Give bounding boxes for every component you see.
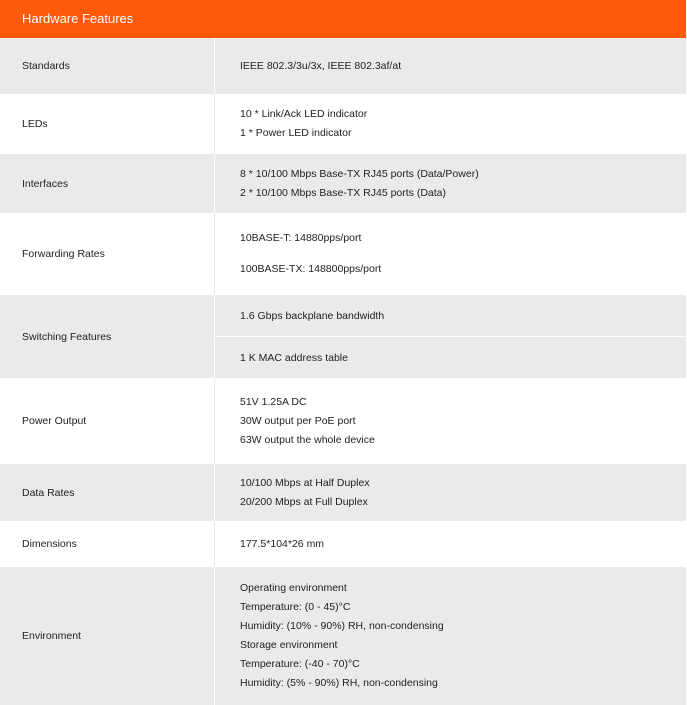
row-environment xyxy=(0,567,686,705)
row-label: Power Output xyxy=(22,415,87,427)
row-label: Data Rates xyxy=(22,486,75,499)
row-value: 100BASE-TX: 148800pps/port xyxy=(240,263,382,275)
row-value: 10BASE-T: 14880pps/port xyxy=(240,232,362,244)
row-value: Temperature: (0 - 45)°C xyxy=(240,601,351,613)
row-standards xyxy=(0,38,686,94)
row-value: Temperature: (-40 - 70)°C xyxy=(240,658,360,670)
row-switching-features xyxy=(0,295,686,378)
row-dimensions xyxy=(0,521,686,567)
row-power-output xyxy=(0,378,686,464)
row-label: Interfaces xyxy=(22,177,69,190)
table-header-title: Hardware Features xyxy=(0,0,686,38)
row-value: Humidity: (10% - 90%) RH, non-condensing xyxy=(240,620,444,632)
row-value: 1 K MAC address table xyxy=(240,351,348,364)
row-value: IEEE 802.3/3u/3x, IEEE 802.3af/at xyxy=(240,59,402,72)
row-value: 10 * Link/Ack LED indicator xyxy=(240,108,368,120)
row-value: 63W output the whole device xyxy=(240,433,375,446)
row-value: 8 * 10/100 Mbps Base-TX RJ45 ports (Data/Power) xyxy=(240,167,479,180)
row-value: 1.6 Gbps backplane bandwidth xyxy=(240,309,385,322)
row-value: Storage environment xyxy=(240,639,338,651)
row-value: 51V 1.25A DC xyxy=(240,395,307,408)
row-data-rates xyxy=(0,464,686,521)
row-value: 10/100 Mbps at Half Duplex xyxy=(240,476,370,489)
row-interfaces xyxy=(0,154,686,213)
row-value: 1 * Power LED indicator xyxy=(240,127,352,139)
row-value: Operating environment xyxy=(240,582,347,594)
row-label: Switching Features xyxy=(22,330,112,343)
row-label: LEDs xyxy=(22,118,48,130)
row-value: 177.5*104*26 mm xyxy=(240,537,325,550)
row-value: Humidity: (5% - 90%) RH, non-condensing xyxy=(240,677,438,689)
row-value: 2 * 10/100 Mbps Base-TX RJ45 ports (Data) xyxy=(240,186,447,199)
row-value: 30W output per PoE port xyxy=(240,414,356,427)
row-forwarding-rates xyxy=(0,213,686,295)
row-leds xyxy=(0,94,686,154)
row-value: 20/200 Mbps at Full Duplex xyxy=(240,495,368,508)
row-label: Dimensions xyxy=(22,538,77,550)
row-label: Environment xyxy=(22,630,81,642)
row-label: Forwarding Rates xyxy=(22,248,105,260)
row-label: Standards xyxy=(22,60,70,72)
